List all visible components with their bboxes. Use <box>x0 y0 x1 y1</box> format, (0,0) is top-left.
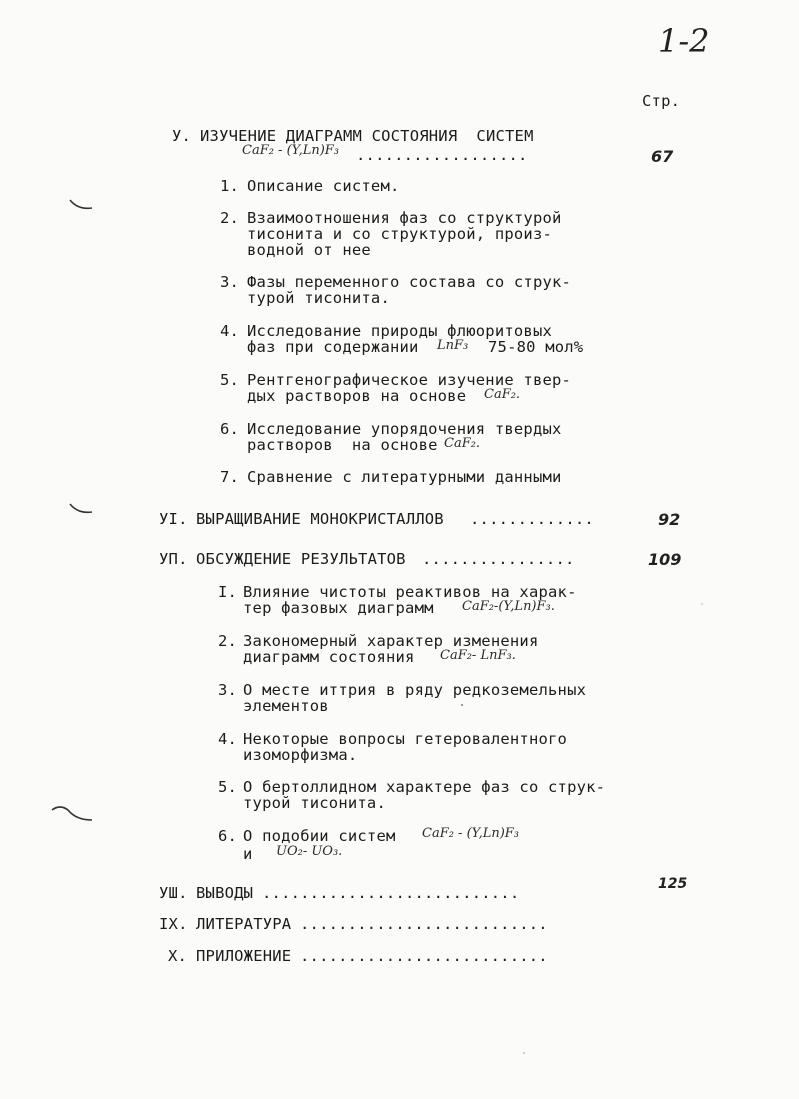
item-number: I. <box>218 583 238 601</box>
section-number: УШ. <box>159 884 188 902</box>
formula: CaF₂. <box>484 387 521 402</box>
section-title: ВЫВОДЫ <box>196 884 254 902</box>
dot-leader: .......................... <box>300 915 548 933</box>
dot-leader: ........................... <box>262 884 520 902</box>
section-number: УI. <box>159 510 188 528</box>
handwritten-page-mark: 1-2 <box>658 22 710 60</box>
item-text: тисонита и со структурой, произ- <box>247 225 553 243</box>
item-text: растворов на основе <box>247 436 438 454</box>
item-text: Исследование упорядочения твердых <box>247 420 562 438</box>
section-number: УП. <box>159 550 188 568</box>
dot-leader: .......................... <box>300 947 548 965</box>
item-text: элементов <box>243 697 329 715</box>
item-text: О подобии систем <box>243 827 396 845</box>
item-number: 2. <box>220 209 240 227</box>
item-text: и <box>243 845 253 863</box>
page-column-header: Стр. <box>642 92 681 110</box>
formula: UO₂- UO₃. <box>276 844 343 859</box>
item-text: диаграмм состояния <box>243 648 415 666</box>
item-text: Рентгенографическое изучение твер- <box>247 371 572 389</box>
section-number: У. <box>172 127 192 145</box>
formula: LnF₃ <box>437 338 469 353</box>
formula: CaF₂. <box>444 436 481 451</box>
item-text: турой тисонита. <box>243 794 386 812</box>
page-number: 109 <box>648 550 682 569</box>
item-number: 6. <box>218 827 238 845</box>
item-number: 7. <box>220 468 240 486</box>
page-number: 92 <box>658 510 681 529</box>
dot-leader: .................. <box>356 146 528 164</box>
item-number: 3. <box>218 681 238 699</box>
item-text: тер фазовых диаграмм <box>243 599 434 617</box>
item-text: Влияние чистоты реактивов на харак- <box>243 583 577 601</box>
item-number: 4. <box>218 730 238 748</box>
section-title: ИЗУЧЕНИЕ ДИАГРАММ СОСТОЯНИЯ СИСТЕМ <box>200 127 534 145</box>
section-title: ЛИТЕРАТУРА <box>196 915 292 933</box>
item-number: 1. <box>220 177 240 195</box>
item-text: турой тисонита. <box>247 289 390 307</box>
item-text: Исследование природы флюоритовых <box>247 322 553 340</box>
item-text: Взаимоотношения фаз со структурой <box>247 209 562 227</box>
section-title: ОБСУЖДЕНИЕ РЕЗУЛЬТАТОВ <box>196 550 406 568</box>
item-text: Закономерный характер изменения <box>243 632 539 650</box>
item-text: Фазы переменного состава со струк- <box>247 273 572 291</box>
section-number: X. <box>168 947 188 965</box>
item-text: изоморфизма. <box>243 746 358 764</box>
formula: CaF₂ - (Y,Ln)F₃ <box>422 826 520 841</box>
item-number: 4. <box>220 322 240 340</box>
item-number: 2. <box>218 632 238 650</box>
item-text: О месте иттрия в ряду редкоземельных <box>243 681 587 699</box>
item-text: водной от нее <box>247 241 371 259</box>
item-text: Сравнение с литературными данными <box>247 468 562 486</box>
section-number: IX. <box>159 915 188 933</box>
formula: CaF₂- LnF₃. <box>440 648 516 663</box>
item-text: О бертоллидном характере фаз со струк- <box>243 778 606 796</box>
section-title: ВЫРАЩИВАНИЕ МОНОКРИСТАЛЛОВ <box>196 510 444 528</box>
item-text: фаз при содержании <box>247 338 419 356</box>
item-number: 5. <box>218 778 238 796</box>
item-text: Некоторые вопросы гетеровалентного <box>243 730 568 748</box>
page-number: 67 <box>651 147 674 166</box>
item-number: 3. <box>220 273 240 291</box>
section-title: ПРИЛОЖЕНИЕ <box>196 947 292 965</box>
formula: CaF₂ - (Y,Ln)F₃ <box>242 143 340 158</box>
item-text: 75-80 мол% <box>488 338 584 356</box>
dot-leader: ................ <box>422 550 575 568</box>
page-number: 125 <box>658 876 688 892</box>
item-number: 5. <box>220 371 240 389</box>
item-number: 6. <box>220 420 240 438</box>
dot-leader: ............. <box>470 510 594 528</box>
formula: CaF₂-(Y,Ln)F₃. <box>462 599 555 614</box>
item-text: дых растворов на основе <box>247 387 467 405</box>
item-text: Описание систем. <box>247 177 400 195</box>
